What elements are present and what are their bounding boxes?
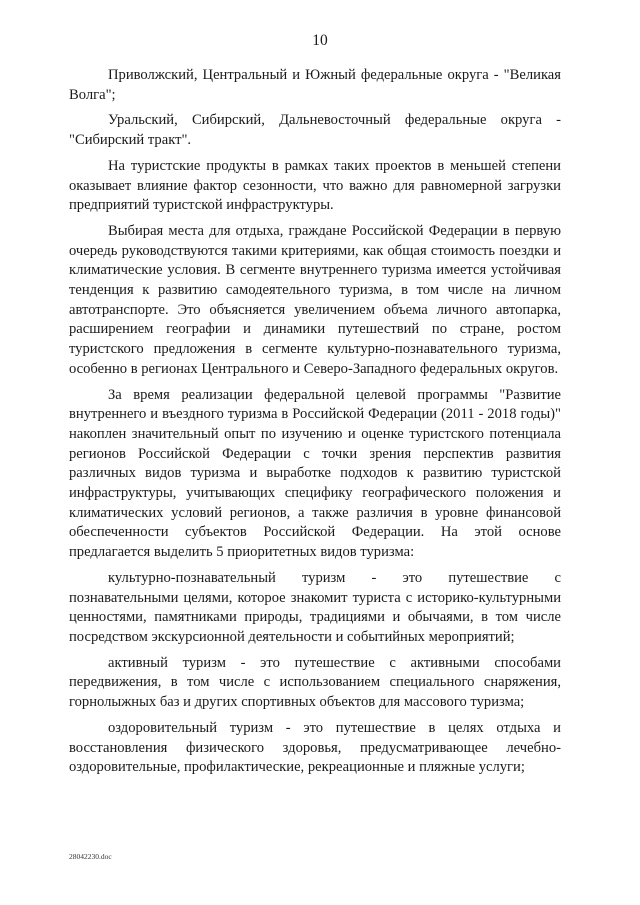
paragraph-cultural-tourism: культурно-познавательный туризм - это путешествие с познавательными целями, которое знакомит туриста с историко-культурными ценностями, памятниками природы, традициями и обычаями, в том числе посредством экскурсионной деятельности и событийных мероприятий; (69, 569, 561, 645)
paragraph-seasonality: На туристские продукты в рамках таких проектов в меньшей степени оказывает влияние фактор сезонности, что важно для равномерной загрузки предприятий туристской инфраструктуры. (69, 157, 561, 214)
paragraph-travel-criteria: Выбирая места для отдыха, граждане Российской Федерации в первую очередь руководствуются такими критериями, как общая стоимость поездки и климатические условия. В сегменте внутреннего туризма имеется устойчивая тенденция к развитию самодеятельного туризма, в том числе на личном автотранспорте. Это объясняется увеличением объема личного автопарка, расширением географии и динамики путешествий по стране, ростом туристского предложения в сегменте культурно-познавательного туризма, особенно в регионах Центрального и Северо-Западного федеральных округов. (69, 222, 561, 377)
paragraph-active-tourism: активный туризм - это путешествие с активными способами передвижения, в том числе с использованием специального снаряжения, горнолыжных баз и других спортивных объектов для массового туризма; (69, 654, 561, 711)
paragraph-siberian-tract: Уральский, Сибирский, Дальневосточный федеральные округа - "Сибирский тракт". (69, 112, 561, 149)
document-body (69, 66, 561, 778)
paragraph-federal-program: За время реализации федеральной целевой программы "Развитие внутреннего и въездного туризма в Российской Федерации (2011 - 2018 годы)" накоплен значительный опыт по изучению и оценке туристского потенциала регионов Российской Федерации с точки зрения перспектив развития различных видов туризма и выработке подходов к развитию туристской инфраструктуры, учитывающих специфику географического положения и климатических условий регионов, а также различия в уровне финансовой обеспеченности субъектов Российской Федерации. На этой основе предлагается выделить 5 приоритетных видов туризма: (69, 386, 561, 561)
paragraph-health-tourism: оздоровительный туризм - это путешествие в целях отдыха и восстановления физического здоровья, предусматривающее лечебно-оздоровительные, профилактические, рекреационные и пляжные услуги; (69, 719, 561, 776)
page-number: 10 (312, 32, 328, 49)
document-filename: 28042230.doc (69, 852, 112, 861)
paragraph-volga-region: Приволжский, Центральный и Южный федеральные округа - "Великая Волга"; (69, 67, 561, 103)
